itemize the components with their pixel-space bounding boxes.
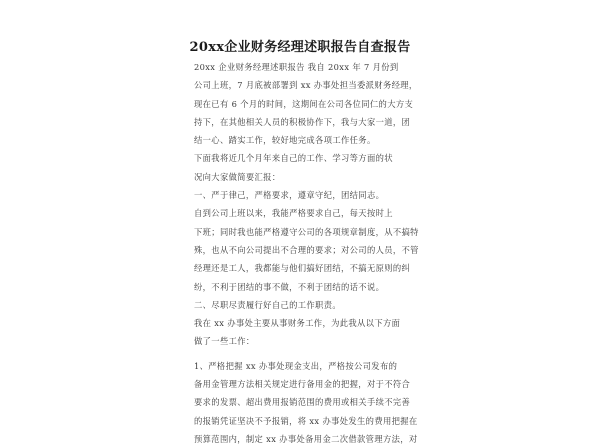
text-line: 况向大家做简要汇报： bbox=[194, 171, 281, 182]
text-line: 持下，在其他相关人员的积极协作下，我与大家一道，团 bbox=[194, 116, 411, 127]
text-line: 二、尽职尽责履行好自己的工作职责。 bbox=[194, 299, 341, 310]
text-line: 现在已有 6 个月的时间，这期间在公司各位同仁的大方支 bbox=[194, 98, 414, 109]
text-line: 预算范围内，制定 xx 办事处备用金二次借款管理方法，对 bbox=[194, 433, 418, 444]
text-line: 自到公司上班以来，我能严格要求自己，每天按时上 bbox=[194, 208, 393, 219]
text-line: 结一心、踏实工作，较好地完成各项工作任务。 bbox=[194, 135, 376, 146]
text-line: 备用金管理方法相关规定进行备用金的把握，对于不符合 bbox=[194, 379, 411, 390]
text-line: 20xx 企业财务经理述职报告 我自 20xx 年 7 月份到 bbox=[194, 62, 399, 72]
text-line: 殊，也从不向公司提出不合理的要求；对公司的人员，不管 bbox=[194, 244, 419, 255]
text-line: 要求的发票、超出费用报销范围的费用或相关手续不完善 bbox=[194, 397, 411, 408]
text-line: 纷，不利于团结的事不做，不利于团结的话不说。 bbox=[194, 281, 385, 292]
paragraph-section-two-body bbox=[194, 314, 406, 351]
paragraph-intro bbox=[194, 58, 418, 149]
paragraph-section-one-body bbox=[194, 204, 419, 295]
text-line: 一、严于律己，严格要求，遵章守纪，团结同志。 bbox=[194, 190, 385, 201]
document-title: 20xx企业财务经理述职报告自查报告 bbox=[189, 40, 411, 55]
text-line: 公司上班，7 月底被部署到 xx 办事处担当委派财务经理， bbox=[194, 80, 418, 91]
text-line: 经理还是工人，我都能与他们搞好团结，不搞无原则的纠 bbox=[194, 263, 411, 274]
text-line: 1、严格把握 xx 办事处现金支出，严格按公司发布的 bbox=[194, 360, 398, 371]
document-body bbox=[194, 58, 419, 448]
text-line: 下面我将近几个月年来自己的工作、学习等方面的状 bbox=[194, 153, 393, 164]
paragraph-item-one bbox=[194, 357, 418, 448]
paragraph-section-one-heading bbox=[194, 186, 406, 204]
text-line: 的报销凭证坚决不予报销，将 xx 办事处发生的费用把握在 bbox=[194, 415, 418, 426]
text-line: 做了一些工作： bbox=[194, 336, 255, 347]
text-line: 下班；同时我也能严格遵守公司的各项规章制度，从不搞特 bbox=[194, 226, 419, 237]
paragraph-summary-intro bbox=[194, 149, 406, 186]
text-line: 我在 xx 办事处主要从事财务工作，为此我从以下方面 bbox=[194, 318, 401, 329]
paragraph-section-two-heading bbox=[194, 296, 406, 314]
